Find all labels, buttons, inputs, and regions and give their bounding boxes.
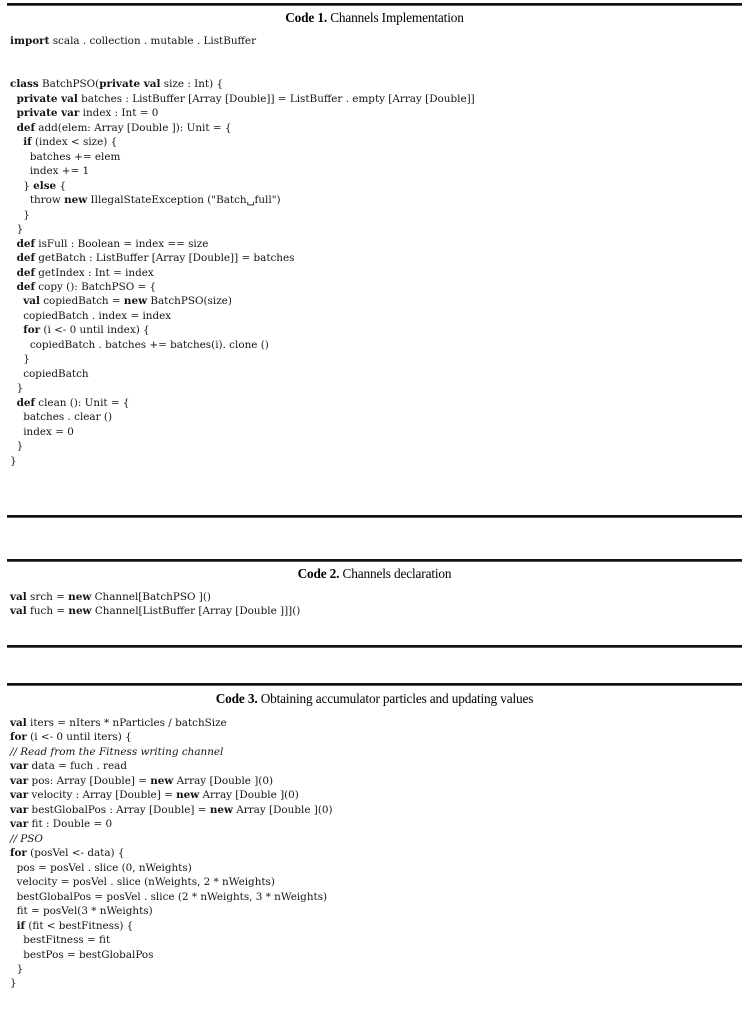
code-line: velocity = posVel . slice (nWeights, 2 * nWeights) — [10, 876, 275, 889]
listing-caption-text: Channels Implementation — [330, 10, 464, 25]
code-line: bestPos = bestGlobalPos — [10, 948, 154, 961]
code-comment: // PSO — [10, 832, 43, 845]
listing-code-body — [10, 34, 749, 468]
listing-bottom-rule — [7, 515, 742, 518]
code-line: bestFitness = fit — [10, 934, 111, 947]
code-keyword: new — [68, 591, 92, 603]
code-line: def clean (): Unit = { — [16, 396, 130, 409]
code-line: index = 0 — [10, 425, 74, 438]
code-keyword: private val — [16, 92, 78, 105]
code-line: def add(elem: Array [Double ]): Unit = { — [16, 121, 232, 134]
code-keyword: for — [23, 324, 41, 337]
code-keyword: val — [10, 591, 27, 603]
code-line: var pos: Array [Double] = new Array [Double ](0) — [10, 774, 273, 787]
listing-top-rule — [7, 3, 742, 6]
code-line: class BatchPSO(private val size : Int) { — [10, 78, 224, 91]
code-line: for (i <- 0 until iters) { — [10, 731, 132, 744]
code-line: def isFull : Boolean = index == size — [16, 237, 209, 250]
listing-caption-number: Code 3. — [215, 691, 258, 706]
listing-top-rule — [7, 683, 742, 686]
code-keyword: if — [16, 919, 26, 932]
code-line: batches . clear () — [10, 411, 112, 424]
code-line: } — [10, 440, 24, 453]
listing-top-rule — [7, 559, 742, 562]
listing-caption — [0, 691, 749, 707]
code-line: val iters = nIters * nParticles / batchSize — [10, 717, 227, 729]
code-line: def getIndex : Int = index — [16, 266, 154, 279]
code-line: import scala . collection . mutable . ListBuffer — [10, 35, 257, 47]
listing-caption — [0, 10, 749, 26]
code-line: } — [10, 353, 30, 366]
code-keyword: def — [16, 237, 35, 250]
code-line: fit = posVel(3 * nWeights) — [10, 905, 153, 918]
code-keyword: else — [33, 179, 57, 192]
code-keyword: private val — [99, 78, 161, 91]
code-line: copiedBatch . batches += batches(i). clone () — [10, 338, 269, 351]
listing-caption — [0, 566, 749, 582]
code-line — [10, 48, 749, 62]
code-line: if (fit < bestFitness) { — [16, 919, 134, 932]
code-line: } — [10, 977, 17, 990]
code-keyword: new — [209, 803, 233, 816]
code-line: var velocity : Array [Double] = new Array [Double ](0) — [10, 789, 299, 802]
code-comment: // Read from the Fitness writing channel — [10, 745, 224, 758]
code-keyword: private var — [16, 107, 80, 120]
code-keyword: def — [16, 266, 35, 279]
code-line: throw new IllegalStateException ("Batch␣full") — [10, 194, 281, 207]
code-line: var data = fuch . read — [10, 760, 128, 773]
code-keyword: def — [16, 252, 35, 265]
code-line: } — [10, 208, 30, 221]
code-keyword: def — [16, 396, 35, 409]
code-line: def getBatch : ListBuffer [Array [Double]] = batches — [16, 252, 295, 265]
code-keyword: if — [23, 136, 32, 149]
code-line: def copy (): BatchPSO = { — [16, 280, 157, 293]
code-line: } — [10, 223, 24, 236]
code-line — [10, 832, 749, 846]
code-keyword: var — [10, 789, 29, 802]
code-line: } — [10, 962, 24, 975]
code-line: } else { — [10, 179, 67, 192]
listing-caption-text: Obtaining accumulator particles and updating values — [260, 691, 534, 706]
code-keyword: new — [68, 605, 92, 618]
listing-bottom-rule — [7, 645, 742, 648]
code-keyword: def — [16, 121, 35, 134]
code-keyword: val — [23, 295, 40, 308]
code-line: var bestGlobalPos : Array [Double] = new Array [Double ](0) — [10, 803, 333, 816]
listing-caption-number: Code 1. — [285, 10, 328, 25]
code-line — [10, 745, 749, 759]
code-keyword: new — [64, 194, 88, 207]
code-keyword: val — [10, 605, 27, 618]
code-keyword: new — [123, 295, 148, 308]
code-line: bestGlobalPos = posVel . slice (2 * nWeights, 3 * nWeights) — [10, 890, 328, 903]
code-line: val srch = new Channel[BatchPSO ]() — [10, 591, 211, 603]
code-keyword: val — [10, 717, 27, 729]
code-keyword: import — [10, 35, 50, 47]
code-line: val copiedBatch = new BatchPSO(size) — [23, 295, 232, 308]
listing-caption-number: Code 2. — [297, 566, 340, 581]
code-keyword: class — [10, 78, 39, 91]
code-line: val fuch = new Channel[ListBuffer [Array [Double ]]]() — [10, 605, 301, 618]
code-keyword: var — [10, 803, 29, 816]
code-line: if (index < size) { — [23, 136, 118, 149]
code-line: } — [10, 454, 17, 467]
code-line: for (i <- 0 until index) { — [23, 324, 150, 337]
code-line: copiedBatch . index = index — [10, 309, 172, 322]
code-keyword: var — [10, 760, 29, 773]
code-line: batches += elem — [10, 150, 121, 163]
code-line: private var index : Int = 0 — [16, 107, 159, 120]
listing-code-body — [10, 590, 749, 619]
code-line: index += 1 — [10, 165, 90, 178]
code-keyword: var — [10, 774, 29, 787]
code-line: for (posVel <- data) { — [10, 847, 125, 860]
code-line: } — [10, 382, 24, 395]
code-keyword: new — [176, 789, 200, 802]
code-line: copiedBatch — [10, 367, 89, 380]
code-line: var fit : Double = 0 — [10, 818, 113, 831]
listing-caption-text: Channels declaration — [342, 566, 452, 581]
code-keyword: new — [150, 774, 174, 787]
code-keyword: for — [10, 731, 27, 744]
code-line — [10, 63, 749, 77]
code-line: pos = posVel . slice (0, nWeights) — [10, 861, 192, 874]
code-keyword: def — [16, 280, 35, 293]
listing-code-body — [10, 716, 749, 991]
code-keyword: for — [10, 847, 27, 860]
code-line: private val batches : ListBuffer [Array [Double]] = ListBuffer . empty [Array [Double]] — [16, 92, 475, 105]
code-keyword: var — [10, 818, 29, 831]
